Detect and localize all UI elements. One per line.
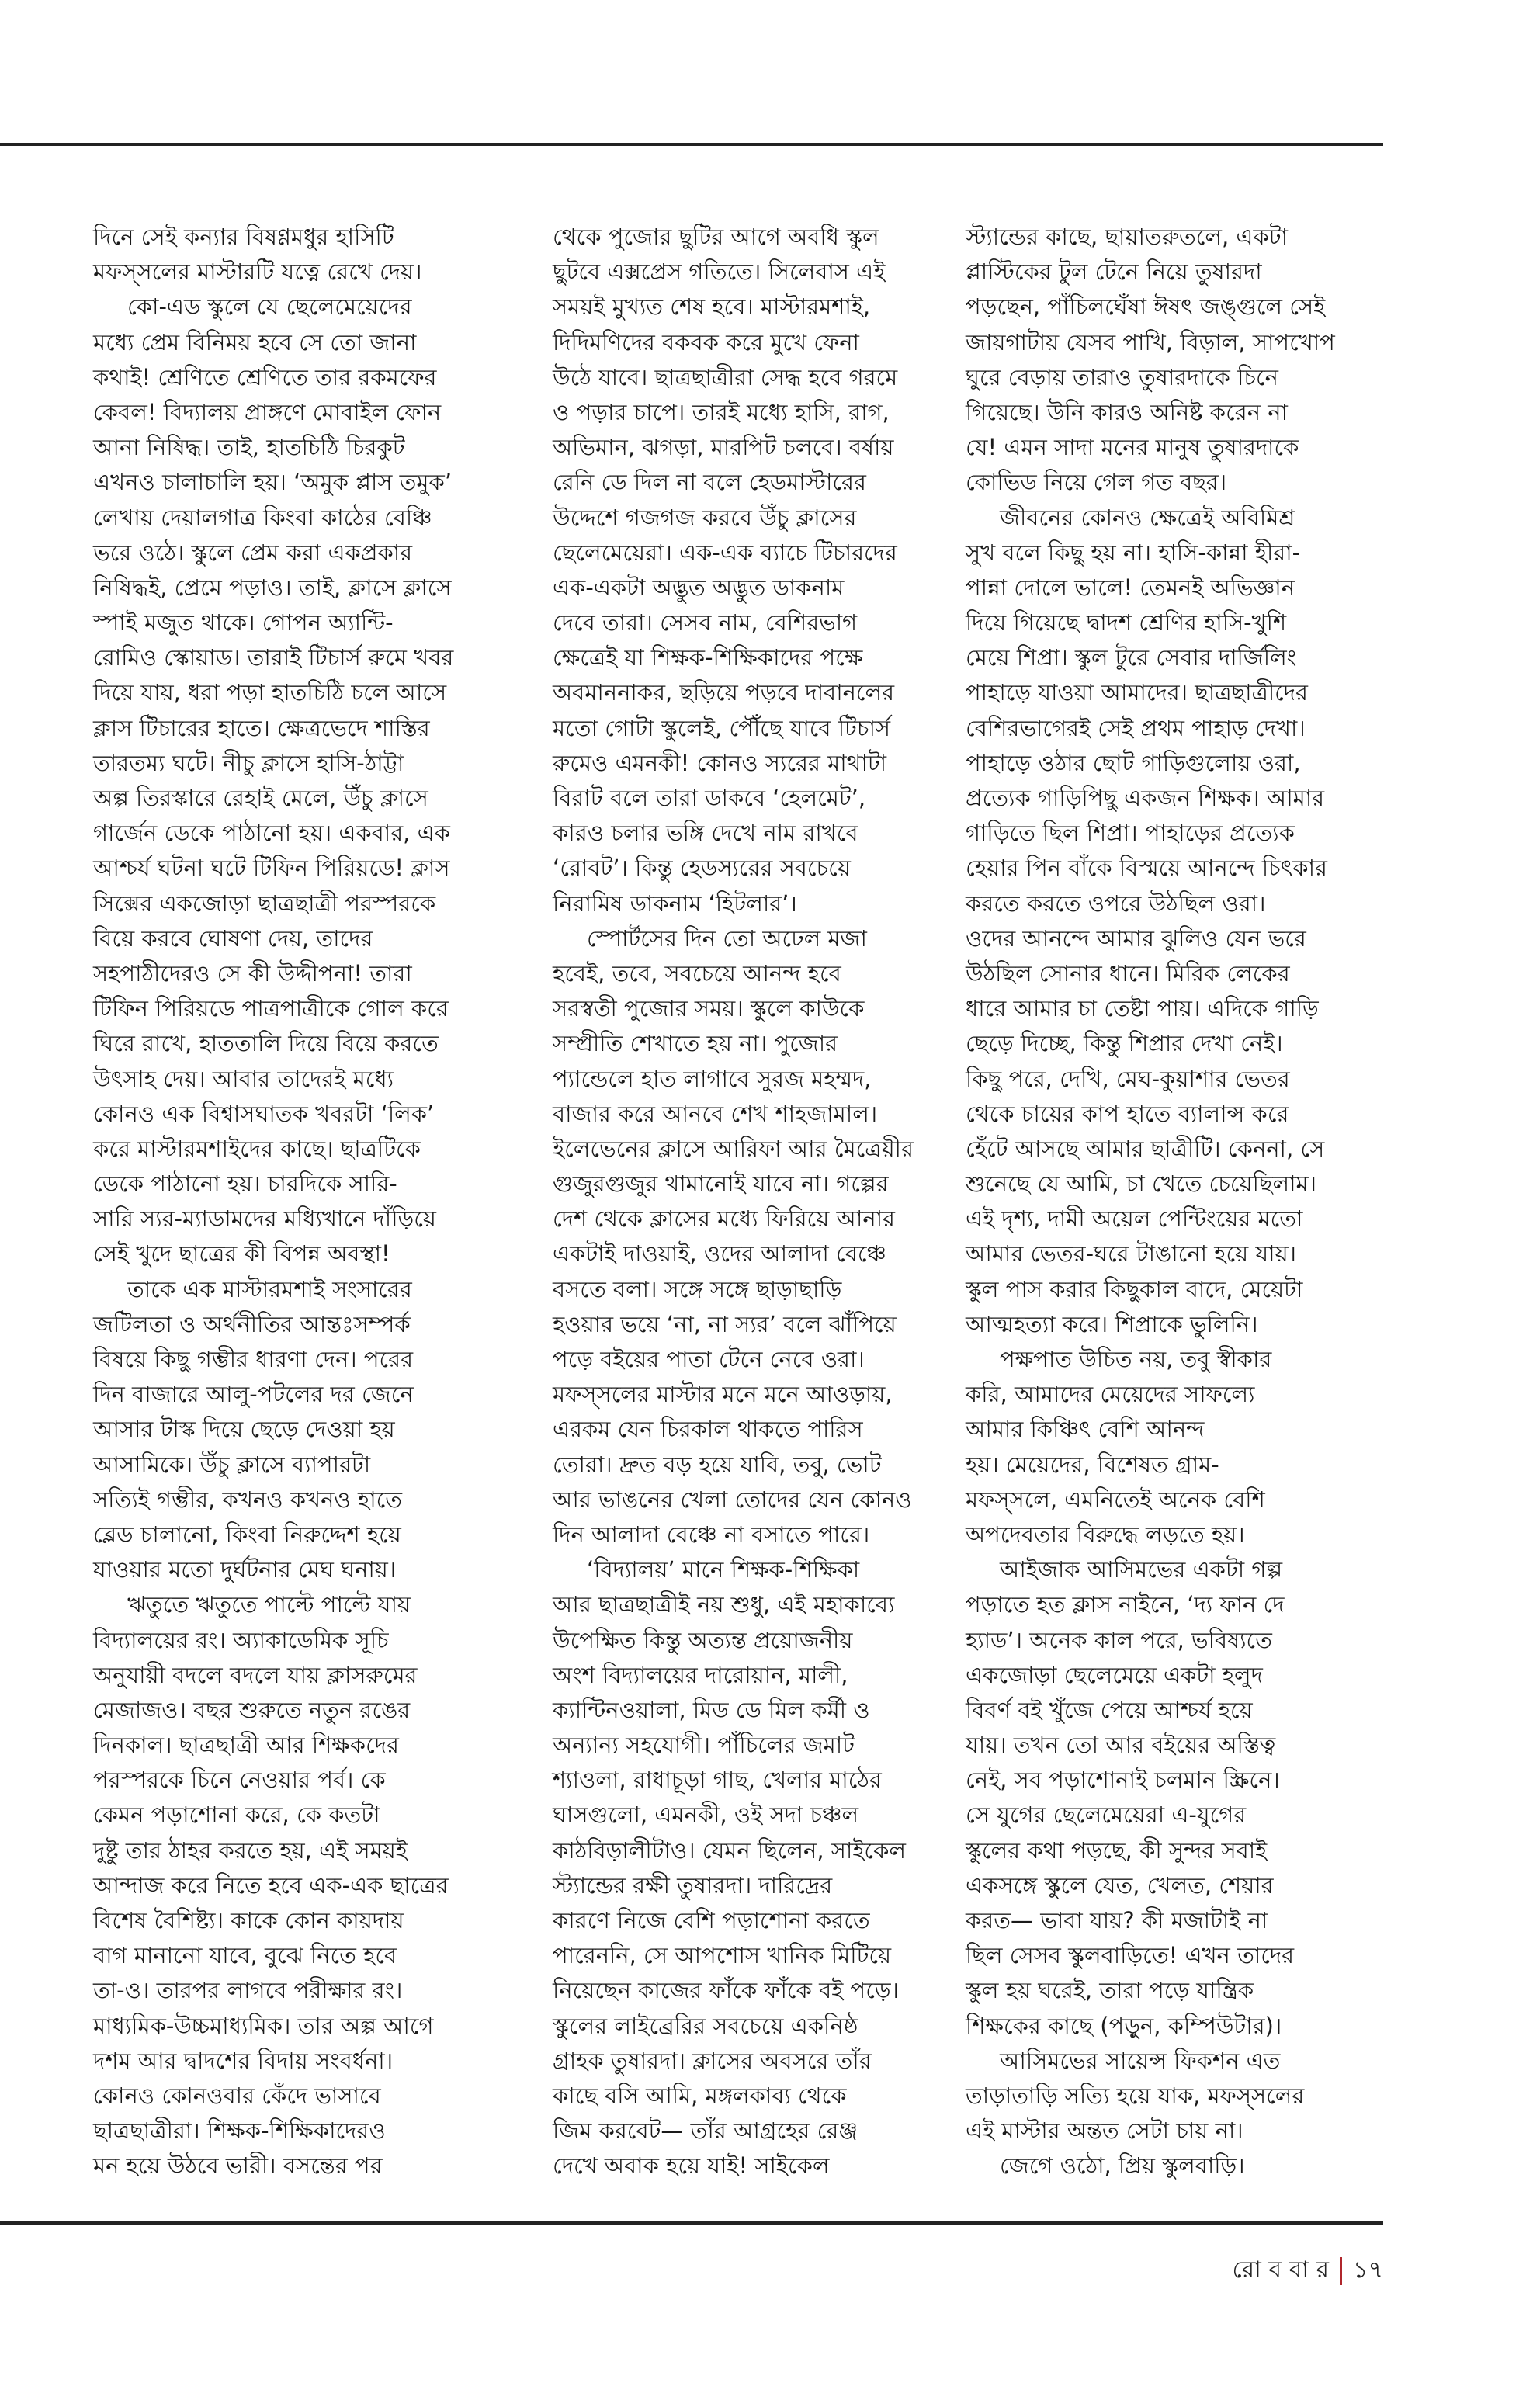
article-column-3 [966,220,1389,2184]
text-line: শিক্ষকের কাছে (পড়ুন, কম্পিউটার)। [966,2012,1282,2039]
text-line: পাহাড়ে ওঠার ছোট গাড়িগুলোয় ওরা, [966,749,1301,776]
text-line: নিরামিষ ডাকনাম ‘হিটলার’। [553,890,797,917]
text-line: নেই, সব পড়াশোনাই চলমান স্ক্রিনে। [966,1767,1280,1794]
text-line: শুনেছে যে আমি, চা খেতে চেয়েছিলাম। [966,1170,1316,1198]
text-line: মধ্যে প্রেম বিনিময় হবে সে তো জানা [93,328,417,355]
text-line: জায়গাটায় যেসব পাখি, বিড়াল, সাপখোপ [966,328,1335,355]
text-line: গার্জেন ডেকে পাঠানো হয়। একবার, এক [93,820,450,847]
text-line: বেশিরভাগেরই সেই প্রথম পাহাড় দেখা। [966,714,1306,741]
text-line: উদ্দেশে গজগজ করবে উঁচু ক্লাসের [553,504,857,531]
page-number: ১৭ [1353,2256,1383,2284]
text-line: নিয়েছেন কাজের ফাঁকে ফাঁকে বই পড়ে। [553,1977,899,2004]
text-line: আন্দাজ করে নিতে হবে এক-এক ছাত্রের [93,1871,449,1899]
text-line: দিনকাল। ছাত্রছাত্রী আর শিক্ষকদের [93,1732,399,1759]
text-line: আসিমভের সায়েন্স ফিকশন এত [1000,2047,1281,2074]
text-line: এই দৃশ্য, দামী অয়েল পেন্টিংয়ের মতো [966,1205,1303,1233]
text-line: অংশ বিদ্যালয়ের দারোয়ান, মালী, [553,1661,848,1688]
text-line: আসামিকে। উঁচু ক্লাসে ব্যাপারটা [93,1451,371,1478]
text-line: তারতম্য ঘটে। নীচু ক্লাসে হাসি-ঠাট্টা [93,749,404,776]
text-line: লেখায় দেয়ালগাত্র কিংবা কাঠের বেঞ্চি [93,504,432,531]
text-line: মেয়ে শিপ্রা। স্কুল টুরে সেবার দার্জিলিং [966,644,1297,671]
paragraph [966,220,1389,501]
text-line: কোনও এক বিশ্বাসঘাতক খবরটা ‘লিক’ [93,1100,435,1127]
text-line: গাড়িতে ছিল শিপ্রা। পাহাড়ের প্রত্যেক [966,820,1295,847]
text-line: কোনও কোনওবার কেঁদে ভাসাবে [93,2082,381,2109]
text-line: তাড়াতাড়ি সত্যি হয়ে যাক, মফস্‌সলের [966,2082,1305,2109]
text-line: বাজার করে আনবে শেখ শাহজামাল। [553,1100,878,1127]
paragraph [966,2148,1389,2183]
text-line: সারি স্যর-ম্যাডামদের মধ্যিখানে দাঁড়িয়ে [93,1205,436,1233]
text-line: সিক্সের একজোড়া ছাত্রছাত্রী পরস্পরকে [93,890,436,917]
text-line: ছুটবে এক্সপ্রেস গতিতে। সিলেবাস এই [553,258,886,286]
text-line: যে! এমন সাদা মনের মানুষ তুষারদাকে [966,434,1299,461]
text-line: কাঠবিড়ালীটাও। যেমন ছিলেন, সাইকেল [553,1836,906,1864]
text-line: দেশ থেকে ক্লাসের মধ্যে ফিরিয়ে আনার [553,1205,896,1233]
text-line: যাওয়ার মতো দুর্ঘটনার মেঘ ঘনায়। [93,1556,397,1583]
article-column-2 [553,220,976,2184]
text-line: ক্যান্টিনওয়ালা, মিড ডে মিল কর্মী ও [553,1696,870,1723]
text-line: স্পোর্টসের দিন তো অঢেল মজা [587,924,867,952]
text-line: এই মাস্টার অন্তত সেটা চায় না। [966,2117,1243,2145]
text-line: ভরে ওঠে। স্কুলে প্রেম করা একপ্রকার [93,539,413,566]
text-line: গ্রাহক তুষারদা। ক্লাসের অবসরে তাঁর [553,2047,872,2074]
text-line: বিবর্ণ বই খুঁজে পেয়ে আশ্চর্য হয়ে [966,1696,1253,1723]
text-line: আর ছাত্রছাত্রীই নয় শুধু, এই মহাকাব্যে [553,1591,895,1618]
text-line: পড়াতে হত ক্লাস নাইনে, ‘দ্য ফান দে [966,1591,1285,1618]
text-line: টিফিন পিরিয়ডে পাত্রপাত্রীকে গোল করে [93,995,449,1022]
text-line: করত— ভাবা যায়? কী মজাটাই না [966,1907,1268,1933]
text-line: ছেলেমেয়েরা। এক-এক ব্যাচে টিচারদের [553,539,897,566]
text-line: থেকে চায়ের কাপ হাতে ব্যালান্স করে [966,1100,1289,1127]
text-line: আনা নিষিদ্ধ। তাই, হাতচিঠি চিরকুট [93,434,405,461]
text-line: স্পাই মজুত থাকে। গোপন অ্যান্টি- [93,609,394,636]
text-line: অন্যান্য সহযোগী। পাঁচিলের জমাট [553,1732,855,1759]
text-line: সম্প্রীতি শেখাতে হয় না। পুজোর [553,1030,838,1057]
text-line: কোভিড নিয়ে গেল গত বছর। [966,469,1227,496]
text-line: সে যুগের ছেলেমেয়েরা এ-যুগের [966,1802,1247,1829]
magazine-name: রো ব বা র [1232,2256,1330,2284]
text-line: গিয়েছে। উনি কারও অনিষ্ট করেন না [966,398,1288,425]
text-line: তা-ও। তারপর লাগবে পরীক্ষার রং। [93,1977,403,2004]
text-line: বাগ মানানো যাবে, বুঝে নিতে হবে [93,1942,397,1969]
text-line: থেকে পুজোর ছুটির আগে অবধি স্কুল [553,224,879,250]
text-line: সময়ই মুখ্যত শেষ হবে। মাস্টারমশাই, [553,293,871,321]
text-line: বিয়ে করবে ঘোষণা দেয়, তাদের [93,924,373,952]
top-rule [0,143,1383,146]
text-line: ওদের আনন্দে আমার ঝুলিও যেন ভরে [966,924,1306,952]
text-line: দেখে অবাক হয়ে যাই! সাইকেল [553,2152,830,2180]
text-line: কো-এড স্কুলে যে ছেলেমেয়েদের [127,293,412,321]
text-line: করি, আমাদের মেয়েদের সাফল্যে [966,1381,1255,1408]
text-line: ও পড়ার চাপে। তারই মধ্যে হাসি, রাগ, [553,398,890,425]
text-line: ঘিরে রাখে, হাততালি দিয়ে বিয়ে করতে [93,1030,439,1057]
text-line: অপদেবতার বিরুদ্ধে লড়তে হয়। [966,1521,1245,1548]
paragraph [93,1587,516,2183]
text-line: সুখ বলে কিছু হয় না। হাসি-কান্না হীরা- [966,539,1301,566]
text-line: স্কুলের লাইব্রেরির সবচেয়ে একনিষ্ঠ [553,2012,858,2039]
text-line: তোরা। দ্রুত বড় হয়ে যাবি, তবু, ভোট [553,1451,882,1478]
text-line: রেনি ডে দিল না বলে হেডমাস্টারের [553,469,866,496]
text-line: ধারে আমার চা তেষ্টা পায়। এদিকে গাড়ি [966,995,1319,1022]
text-line: এখনও চালাচালি হয়। ‘অমুক প্লাস তমুক’ [93,469,453,496]
text-line: অবমাননাকর, ছড়িয়ে পড়বে দাবানলের [553,679,895,706]
paragraph [553,1552,976,2183]
text-line: পান্না দোলে ভালে! তেমনই অভিজ্ঞান [966,574,1295,601]
text-line: আত্মহত্যা করে। শিপ্রাকে ভুলিনি। [966,1310,1258,1337]
paragraph [966,1342,1389,1552]
text-line: আইজাক আসিমভের একটা গল্প [1000,1556,1283,1583]
page-footer [1232,2251,1383,2291]
text-line: কেমন পড়াশোনা করে, কে কতটা [93,1802,380,1829]
text-line: মাধ্যমিক-উচ্চমাধ্যমিক। তার অল্প আগে [93,2012,434,2039]
text-line: একটাই দাওয়াই, ওদের আলাদা বেঞ্চে [553,1240,886,1268]
text-line: ঋতুতে ঋতুতে পাল্টে পাল্টে যায় [127,1591,411,1618]
text-line: ইলেভেনের ক্লাসে আরিফা আর মৈত্রেয়ীর [553,1135,914,1162]
article-column-1 [93,220,516,2184]
text-line: দিন আলাদা বেঞ্চে না বসাতে পারে। [553,1521,870,1548]
text-line: উপেক্ষিত কিন্তু অত্যন্ত প্রয়োজনীয় [553,1626,853,1653]
text-line: সরস্বতী পুজোর সময়। স্কুলে কাউকে [553,995,865,1022]
text-line: জেগে ওঠো, প্রিয় স্কুলবাড়ি। [1000,2152,1245,2180]
paragraph [553,220,976,921]
text-line: কাছে বসি আমি, মঙ্গলকাব্য থেকে [553,2082,847,2109]
text-line: দুষ্টু তার ঠাহর করতে হয়, এই সময়ই [93,1836,408,1864]
text-line: দশম আর দ্বাদশের বিদায় সংবর্ধনা। [93,2047,394,2074]
text-line: সত্যিই গম্ভীর, কখনও কখনও হাতে [93,1486,403,1513]
text-line: একসঙ্গে স্কুলে যেত, খেলত, শেয়ার [966,1871,1274,1899]
text-line: করে মাস্টারমশাইদের কাছে। ছাত্রটিকে [93,1135,421,1162]
text-line: বিদ্যালয়ের রং। অ্যাকাডেমিক সূচি [93,1626,389,1653]
text-line: শ্যাওলা, রাধাচূড়া গাছ, খেলার মাঠের [553,1767,882,1794]
text-line: গুজুরগুজুর থামানোই যাবে না। গল্পের [553,1170,889,1198]
text-line: যায়। তখন তো আর বইয়ের অস্তিত্ব [966,1732,1276,1759]
text-line: অল্প তিরস্কারে রেহাই মেলে, উঁচু ক্লাসে [93,785,428,811]
text-line: জটিলতা ও অর্থনীতির আন্তঃসম্পর্ক [93,1310,411,1337]
text-line: প্রত্যেক গাড়িপিছু একজন শিক্ষক। আমার [966,785,1325,811]
text-line: উঠে যাবে। ছাত্রছাত্রীরা সেদ্ধ হবে গরমে [553,363,898,390]
paragraph [966,1552,1389,2044]
footer-separator [1340,2257,1342,2285]
text-line: ক্লাস টিচারের হাতে। ক্ষেত্রভেদে শাস্তির [93,714,430,741]
text-line: পারেননি, সে আপশোস খানিক মিটিয়ে [553,1942,892,1969]
text-line: বিষয়ে কিছু গম্ভীর ধারণা দেন। পরের [93,1346,414,1372]
text-line: ক্ষেত্রেই যা শিক্ষক-শিক্ষিকাদের পক্ষে [553,644,863,671]
text-line: সহপাঠীদেরও সে কী উদ্দীপনা! তারা [93,959,412,987]
text-line: কিছু পরে, দেখি, মেঘ-কুয়াশার ভেতর [966,1065,1290,1092]
text-line: মন হয়ে উঠবে ভারী। বসন্তের পর [93,2152,383,2180]
text-line: পাহাড়ে যাওয়া আমাদের। ছাত্রছাত্রীদের [966,679,1308,706]
text-line: কেবল! বিদ্যালয় প্রাঙ্গণে মোবাইল ফোন [93,398,442,425]
text-line: ‘রোবট’। কিন্তু হেডস্যরের সবচেয়ে [553,855,851,882]
text-line: পরস্পরকে চিনে নেওয়ার পর্ব। কে [93,1767,386,1794]
text-line: রুমেও এমনকী! কোনও স্যরের মাথাটা [553,749,887,776]
paragraph [93,220,516,290]
text-line: তাকে এক মাস্টারমশাই সংসারের [127,1275,412,1302]
text-line: কারণে নিজে বেশি পড়াশোনা করতে [553,1907,870,1933]
paragraph [93,290,516,1271]
text-line: প্যান্ডেলে হাত লাগাবে সুরজ মহম্মদ, [553,1065,872,1092]
text-line: মতো গোটা স্কুলেই, পৌঁছে যাবে টিচার্স [553,714,891,741]
paragraph [93,1272,516,1588]
text-line: হেয়ার পিন বাঁকে বিস্ময়ে আনন্দে চিৎকার [966,855,1327,882]
paragraph [553,921,976,1552]
text-line: বিশেষ বৈশিষ্ট্য। কাকে কোন কায়দায় [93,1907,404,1933]
text-line: একজোড়া ছেলেমেয়ে একটা হলুদ [966,1661,1263,1688]
text-line: স্ট্যান্ডের কাছে, ছায়াতরুতলে, একটা [966,224,1288,250]
text-line: আমার কিঞ্চিৎ বেশি আনন্দ [966,1416,1205,1443]
text-line: ছেড়ে দিচ্ছে, কিন্তু শিপ্রার দেখা নেই। [966,1030,1283,1057]
text-line: জীবনের কোনও ক্ষেত্রেই অবিমিশ্র [1000,504,1295,531]
text-line: উৎসাহ দেয়। আবার তাদেরই মধ্যে [93,1065,394,1092]
text-line: বিরাট বলে তারা ডাকবে ‘হেলমেট’, [553,785,866,811]
text-line: ছিল সেসব স্কুলবাড়িতে! এখন তাদের [966,1942,1295,1969]
text-line: হওয়ার ভয়ে ‘না, না স্যর’ বলে ঝাঁপিয়ে [553,1310,897,1337]
text-line: হ্যাড’। অনেক কাল পরে, ভবিষ্যতে [966,1626,1272,1653]
text-line: মেজাজও। বছর শুরুতে নতুন রঙের [93,1696,411,1723]
text-line: স্কুল হয় ঘরেই, তারা পড়ে যান্ত্রিক [966,1977,1254,2004]
text-line: মফস্‌সলে, এমনিতেই অনেক বেশি [966,1486,1265,1513]
text-line: রোমিও স্কোয়াড। তারাই টিচার্স রুমে খবর [93,644,454,671]
text-line: পক্ষপাত উচিত নয়, তবু স্বীকার [1000,1346,1272,1372]
text-line: দিনে সেই কন্যার বিষণ্ণমধুর হাসিটি [93,224,394,250]
text-line: কথাই! শ্রেণিতে শ্রেণিতে তার রকমফের [93,363,437,390]
text-line: প্লাস্টিকের টুল টেনে নিয়ে তুষারদা [966,258,1262,286]
text-line: ঘুরে বেড়ায় তারাও তুষারদাকে চিনে [966,363,1278,390]
text-line: পড়ে বইয়ের পাতা টেনে নেবে ওরা। [553,1346,865,1372]
text-line: দিয়ে যায়, ধরা পড়া হাতচিঠি চলে আসে [93,679,447,706]
text-line: ব্লেড চালানো, কিংবা নিরুদ্দেশ হয়ে [93,1521,401,1548]
text-line: উঠছিল সোনার ধানে। মিরিক লেকের [966,959,1290,987]
text-line: আর ভাঙনের খেলা তোদের যেন কোনও [553,1486,912,1513]
text-line: ‘বিদ্যালয়’ মানে শিক্ষক-শিক্ষিকা [587,1556,860,1583]
text-line: অনুযায়ী বদলে বদলে যায় ক্লাসরুমের [93,1661,418,1688]
text-line: আসার টাস্ক দিয়ে ছেড়ে দেওয়া হয় [93,1416,395,1443]
text-line: দিয়ে গিয়েছে দ্বাদশ শ্রেণির হাসি-খুশি [966,609,1287,636]
text-line: স্কুলের কথা পড়ছে, কী সুন্দর সবাই [966,1836,1268,1864]
text-line: দেবে তারা। সেসব নাম, বেশিরভাগ [553,609,858,636]
text-line: করতে করতে ওপরে উঠছিল ওরা। [966,890,1266,917]
text-line: এরকম যেন চিরকাল থাকতে পারিস [553,1416,863,1443]
text-line: ঘাসগুলো, এমনকী, ওই সদা চঞ্চল [553,1802,859,1829]
text-line: কারও চলার ভঙ্গি দেখে নাম রাখবে [553,820,858,847]
text-line: সেই খুদে ছাত্রের কী বিপন্ন অবস্থা! [93,1240,390,1268]
text-line: দিন বাজারে আলু-পটলের দর জেনে [93,1381,414,1408]
text-line: দিদিমণিদের বকবক করে মুখে ফেনা [553,328,859,355]
text-line: হেঁটে আসছে আমার ছাত্রীটি। কেননা, সে [966,1135,1325,1162]
text-line: আশ্চর্য ঘটনা ঘটে টিফিন পিরিয়ডে! ক্লাস [93,855,450,882]
text-line: পড়ছেন, পাঁচিলঘেঁষা ঈষৎ জঙ্গুলে সেই [966,293,1326,321]
text-line: অভিমান, ঝগড়া, মারপিট চলবে। বর্ষায় [553,434,894,461]
text-line: জিম করবেট— তাঁর আগ্রহের রেঞ্জ [553,2117,858,2145]
text-line: এক-একটা অদ্ভুত অদ্ভুত ডাকনাম [553,574,845,601]
text-line: আমার ভেতর-ঘরে টাঙানো হয়ে যায়। [966,1240,1297,1268]
text-line: হবেই, তবে, সবচেয়ে আনন্দ হবে [553,959,841,987]
text-line: নিষিদ্ধই, প্রেমে পড়াও। তাই, ক্লাসে ক্লাসে [93,574,452,601]
text-line: ছাত্রছাত্রীরা। শিক্ষক-শিক্ষিকাদেরও [93,2117,386,2145]
text-line: স্কুল পাস করার কিছুকাল বাদে, মেয়েটা [966,1275,1303,1302]
text-line: বসতে বলা। সঙ্গে সঙ্গে ছাড়াছাড়ি [553,1275,842,1302]
text-line: মফস্‌সলের মাস্টারটি যত্নে রেখে দেয়। [93,258,422,286]
text-line: মফস্‌সলের মাস্টার মনে মনে আওড়ায়, [553,1381,893,1408]
text-line: স্ট্যান্ডের রক্ষী তুষারদা। দারিদ্রের [553,1871,833,1899]
text-line: ডেকে পাঠানো হয়। চারদিকে সারি- [93,1170,397,1198]
text-line: হয়। মেয়েদের, বিশেষত গ্রাম- [966,1451,1219,1478]
bottom-rule [0,2221,1383,2225]
paragraph [966,501,1389,1343]
paragraph [966,2044,1389,2149]
